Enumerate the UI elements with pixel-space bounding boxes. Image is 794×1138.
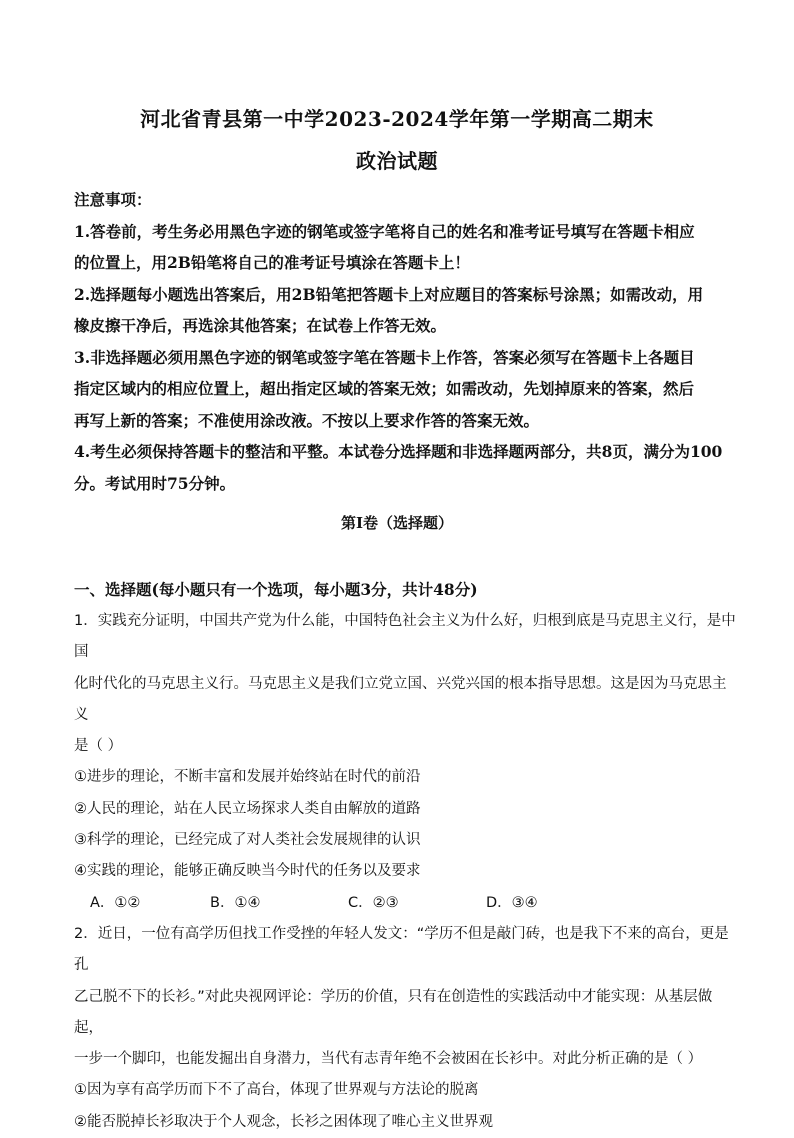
- question-stem-line: 乙己脱不下的长衫。”对此央视网评论：学历的价值，只有在创造性的实践活动中才能实现：从基层做起，: [74, 988, 713, 1036]
- answer-options: [74, 888, 736, 919]
- question-statement: ②人民的理论，站在人民立场探求人类自由解放的道路: [74, 800, 421, 817]
- questions-list: [74, 606, 736, 1138]
- question-statement: ③科学的理论，已经完成了对人类社会发展规律的认识: [74, 832, 421, 849]
- question-stem-line: 一步一个脚印，也能发掘出自身潜力，当代有志青年绝不会被困在长衫中。对此分析正确的是（ ）: [74, 1051, 703, 1068]
- option-c: C．②③: [348, 894, 399, 911]
- question-statement: ①因为享有高学历而下不了高台，体现了世界观与方法论的脱离: [74, 1082, 479, 1099]
- option-b: B．①④: [210, 894, 261, 911]
- question-stem-line: 1．实践充分证明，中国共产党为什么能，中国特色社会主义为什么好，归根到底是马克思主义行，是中国: [74, 613, 736, 661]
- notes-line: 1.答卷前，考生务必用黑色字迹的钢笔或签字笔将自己的姓名和准考证号填写在答题卡相应: [74, 221, 695, 241]
- notes-line: 指定区域内的相应位置上，超出指定区域的答案无效；如需改动，先划掉原来的答案，然后: [74, 379, 695, 398]
- notes-heading: 注意事项：: [74, 190, 152, 209]
- question-statement: ④实践的理论，能够正确反映当今时代的任务以及要求: [74, 863, 421, 880]
- notes-line: 橡皮擦干净后，再选涂其他答案；在试卷上作答无效。: [74, 316, 447, 335]
- question-1: [74, 606, 736, 919]
- question-stem-line: 化时代化的马克思主义行。马克思主义是我们立党立国、兴党兴国的根本指导思想。这是因为马克思主义: [74, 675, 727, 723]
- part-title: 一、选择题(每小题只有一个选项，每小题3分，共计48分): [74, 580, 478, 599]
- question-stem-line: 是（ ）: [74, 738, 123, 755]
- question-2: [74, 919, 736, 1138]
- notes-line: 分。考试用时75分钟。: [74, 473, 236, 493]
- question-statement: ②能否脱掉长衫取决于个人观念，长衫之困体现了唯心主义世界观: [74, 1113, 493, 1130]
- notes-line: 再写上新的答案；不准使用涂改液。不按以上要求作答的答案无效。: [74, 410, 540, 430]
- notes-line: 4.考生必须保持答题卡的整洁和平整。本试卷分选择题和非选择题两部分，共8页，满分为100: [74, 442, 723, 461]
- question-statement: ①进步的理论，不断丰富和发展并始终站在时代的前沿: [74, 769, 421, 786]
- notes-line: 的位置上，用2B铅笔将自己的准考证号填涂在答题卡上！: [74, 253, 470, 272]
- notes-section: [74, 184, 724, 499]
- exam-title: 河北省青县第一中学2023-2024学年第一学期高二期末: [140, 107, 654, 131]
- notes-line: 3.非选择题必须用黑色字迹的钢笔或签字笔在答题卡上作答，答案必须写在答题卡上各题目: [74, 347, 695, 367]
- option-d: D．③④: [486, 894, 538, 911]
- option-a: A．①②: [90, 894, 141, 911]
- question-stem-line: 2．近日，一位有高学历但找工作受挫的年轻人发文：“学历不但是敲门砖，也是我下不来的高台，更是孔: [74, 925, 729, 974]
- section-title: 第I卷（选择题）: [340, 514, 454, 532]
- exam-subject-title: 政治试题: [356, 149, 438, 173]
- notes-line: 2.选择题每小题选出答案后，用2B铅笔把答题卡上对应题目的答案标号涂黑；如需改动，用: [74, 284, 704, 304]
